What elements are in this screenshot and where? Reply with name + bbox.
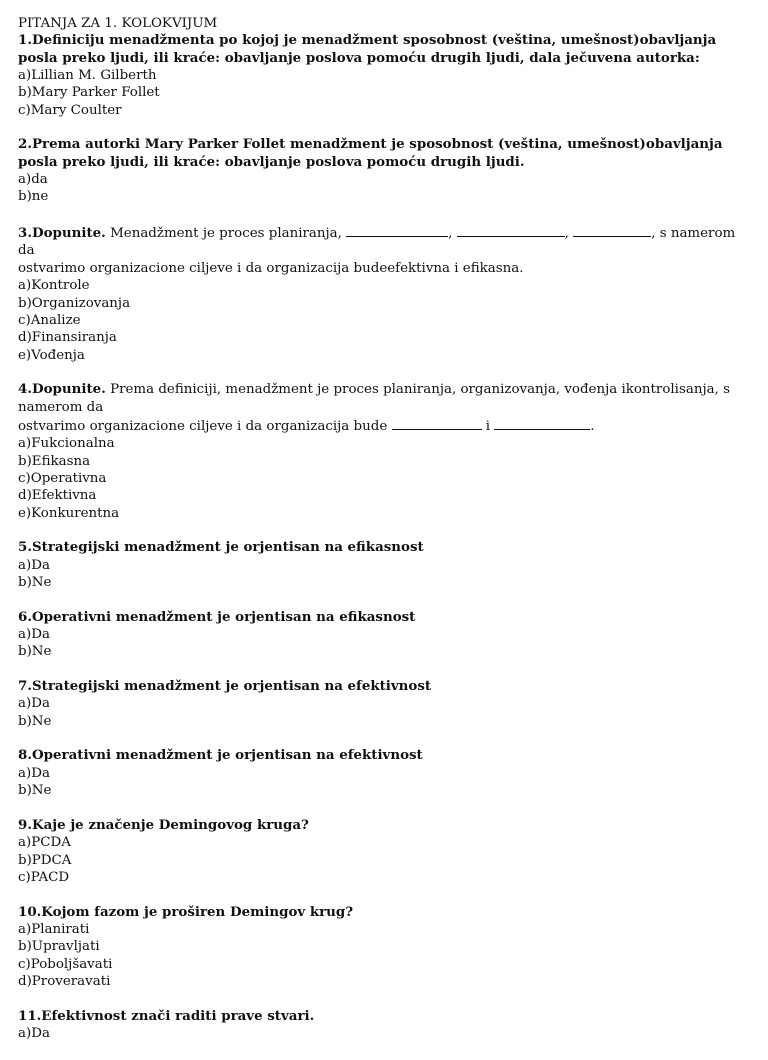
question-text-part: i [481,418,495,434]
question-text: 9.Kaje je značenje Demingovog kruga? [18,816,309,833]
question-text-part: Prema definiciji, menadžment je proces planiranja, organizovanja, vođenja ikontrolisanja, s namerom da [18,382,730,415]
question-8 [18,747,753,799]
answer-option: a)PCDA [18,835,71,851]
answer-option: a)Da [18,627,50,643]
answer-option: b)ne [18,189,49,205]
answer-option: d)Efektivna [18,488,97,504]
question-text-part: , s namerom da [18,226,736,259]
question-text-part: , [564,226,574,242]
answer-option: b)Ne [18,575,52,590]
fill-in-blank [494,416,590,430]
answer-option: b)Ne [18,644,52,660]
question-text-part: . [590,418,595,434]
question-5 [18,539,753,591]
question-6 [18,609,753,661]
answer-option: b)Ne [18,713,52,729]
answer-option: b)Efikasna [18,453,91,469]
fill-in-blank [392,416,482,430]
question-11 [18,1008,753,1043]
question-text: 1.Definiciju menadžmenta po kojoj je menadžment sposobnost (veština, umešnost)obavljanja posla preko ljudi, ili kraće: obavljanje poslova pomoću drugih ljudi, dala ječuvena autorka: [18,32,717,66]
question-9 [18,817,753,886]
question-3 [18,223,753,364]
question-text-part: Menadžment je proces planiranja, [105,226,347,242]
answer-option: a)Da [18,1025,50,1041]
answer-option: a)Fukcionalna [18,436,115,452]
answer-option: b)Upravljati [18,939,100,955]
question-text-part: , [448,226,457,242]
answer-option: b)Organizovanja [18,295,131,311]
question-text-part: ostvarimo organizacione ciljeve i da organizacija bude [18,418,392,434]
answer-option: e)Vođenja [18,347,85,363]
question-text: 7.Strategijski menadžment je orjentisan na efektivnost [18,678,432,695]
answer-option: c)Operativna [18,470,107,486]
fill-in-blank [457,223,565,237]
question-7 [18,678,753,730]
document-title: PITANJA ZA 1. KOLOKVIJUM [18,16,218,31]
question-text-part [18,416,753,435]
question-text: 10.Kojom fazom je proširen Demingov krug? [18,903,354,920]
answer-option: b)Mary Parker Follet [18,85,160,101]
question-text: 2.Prema autorki Mary Parker Follet menadžment je sposobnost (veština, umešnost)obavljanja posla preko ljudi, ili kraće: obavljanje poslova pomoću drugih ljudi. [18,136,723,170]
answer-option: a)Planirati [18,921,90,937]
question-2 [18,136,753,205]
answer-option: a)Da [18,696,50,712]
answer-option: a)Kontrole [18,278,90,294]
answer-option: a)Da [18,557,50,573]
document-page [18,15,753,1060]
answer-option: a)da [18,172,48,188]
fill-in-blank [573,223,651,237]
fill-in-blank [346,223,448,237]
question-text: 11.Efektivnost znači raditi prave stvari. [18,1007,315,1024]
answer-option: e)Konkurentna [18,505,120,521]
question-text-part: ostvarimo organizacione ciljeve i da organizacija budeefektivna i efikasna. [18,260,524,276]
question-1 [18,32,753,119]
question-10 [18,904,753,991]
answer-option: d)Proveravati [18,973,111,989]
answer-option: c)Analize [18,312,81,328]
answer-option: c)PACD [18,869,70,885]
answer-option: d)Finansiranja [18,330,117,346]
answer-option: c)Poboljšavati [18,956,113,972]
answer-option: a)Lillian M. Gilberth [18,68,157,84]
question-4 [18,381,753,522]
question-text: 5.Strategijski menadžment je orjentisan na efikasnost [18,539,424,556]
answer-option: c)Mary Coulter [18,102,122,118]
question-lead: 4.Dopunite. [18,381,106,398]
question-text [18,381,753,416]
question-text: 8.Operativni menadžment je orjentisan na efektivnost [18,747,423,764]
answer-option: b)PDCA [18,852,72,868]
question-text: 6.Operativni menadžment je orjentisan na efikasnost [18,608,416,625]
answer-option: a)Da [18,765,50,781]
question-text [18,223,753,260]
question-lead: 3.Dopunite. [18,225,106,242]
answer-option: b)Ne [18,783,52,799]
